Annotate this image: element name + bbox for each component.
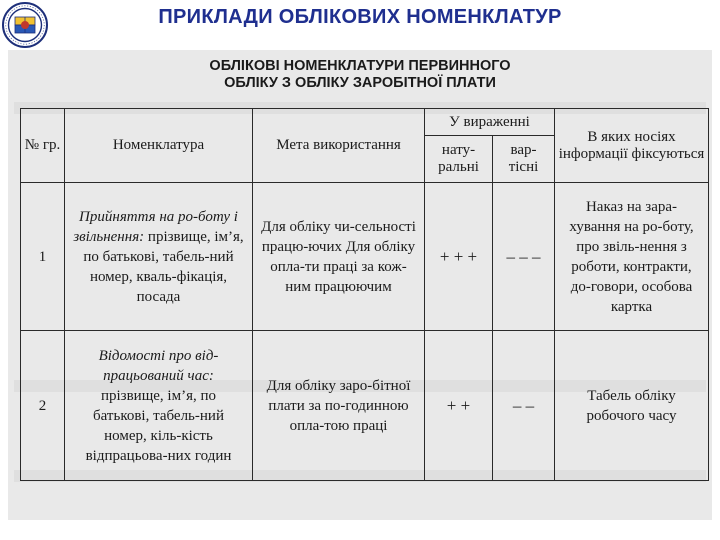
slide-title: ПРИКЛАДИ ОБЛІКОВИХ НОМЕНКЛАТУР (158, 6, 562, 28)
nomenclature-table (20, 108, 709, 481)
value-cell: – – – (493, 183, 555, 331)
document-title (8, 58, 712, 92)
nomenclature-details: прізвище, ім’я, по батькові, табель-ний номер, кваль-фікація, посада (83, 228, 244, 305)
header-natural: нату-ральні (425, 136, 493, 183)
header-nomenclature: Номенклатура (65, 109, 253, 183)
table-row (21, 331, 709, 481)
natural-cell: + + (425, 331, 493, 481)
nomenclature-heading: Відомості про від-працьований час: (98, 347, 219, 384)
nomenclature-cell (65, 331, 253, 481)
header-expression: У вираженні (425, 109, 555, 136)
header-value: вар-тісні (493, 136, 555, 183)
scanned-document (8, 50, 712, 520)
carrier-cell: Табель обліку робочого часу (555, 331, 709, 481)
nomenclature-details: прізвище, ім’я, по батькові, табель-ний номер, кіль-кість відпрацьова-них годин (85, 387, 232, 464)
row-number: 1 (21, 183, 65, 331)
header-carriers: В яких носіях інформації фіксуються (555, 109, 709, 183)
purpose-cell: Для обліку заро-бітної плати за по-годинною опла-тою праці (253, 331, 425, 481)
header-row-1 (21, 109, 709, 136)
value-cell: – – (493, 331, 555, 481)
nomenclature-heading: Прийняття на ро-боту і звільнення: (73, 208, 238, 245)
nomenclature-cell (65, 183, 253, 331)
document-title-line-1: ОБЛІКОВІ НОМЕНКЛАТУРИ ПЕРВИННОГО (209, 58, 511, 74)
row-number: 2 (21, 331, 65, 481)
purpose-cell: Для обліку чи-сельності працю-ючих Для обліку опла-ти праці за кож-ним працюючим (253, 183, 425, 331)
carrier-cell: Наказ на зара-хування на ро-боту, про звіль-нення з роботи, контракти, до-говори, особова картка (555, 183, 709, 331)
document-title-line-2: ОБЛІКУ З ОБЛІКУ ЗАРОБІТНОЇ ПЛАТИ (224, 75, 496, 91)
table-row (21, 183, 709, 331)
header-num: № гр. (21, 109, 65, 183)
natural-cell: + + + (425, 183, 493, 331)
header-purpose: Мета використання (253, 109, 425, 183)
university-seal-icon (2, 2, 48, 48)
